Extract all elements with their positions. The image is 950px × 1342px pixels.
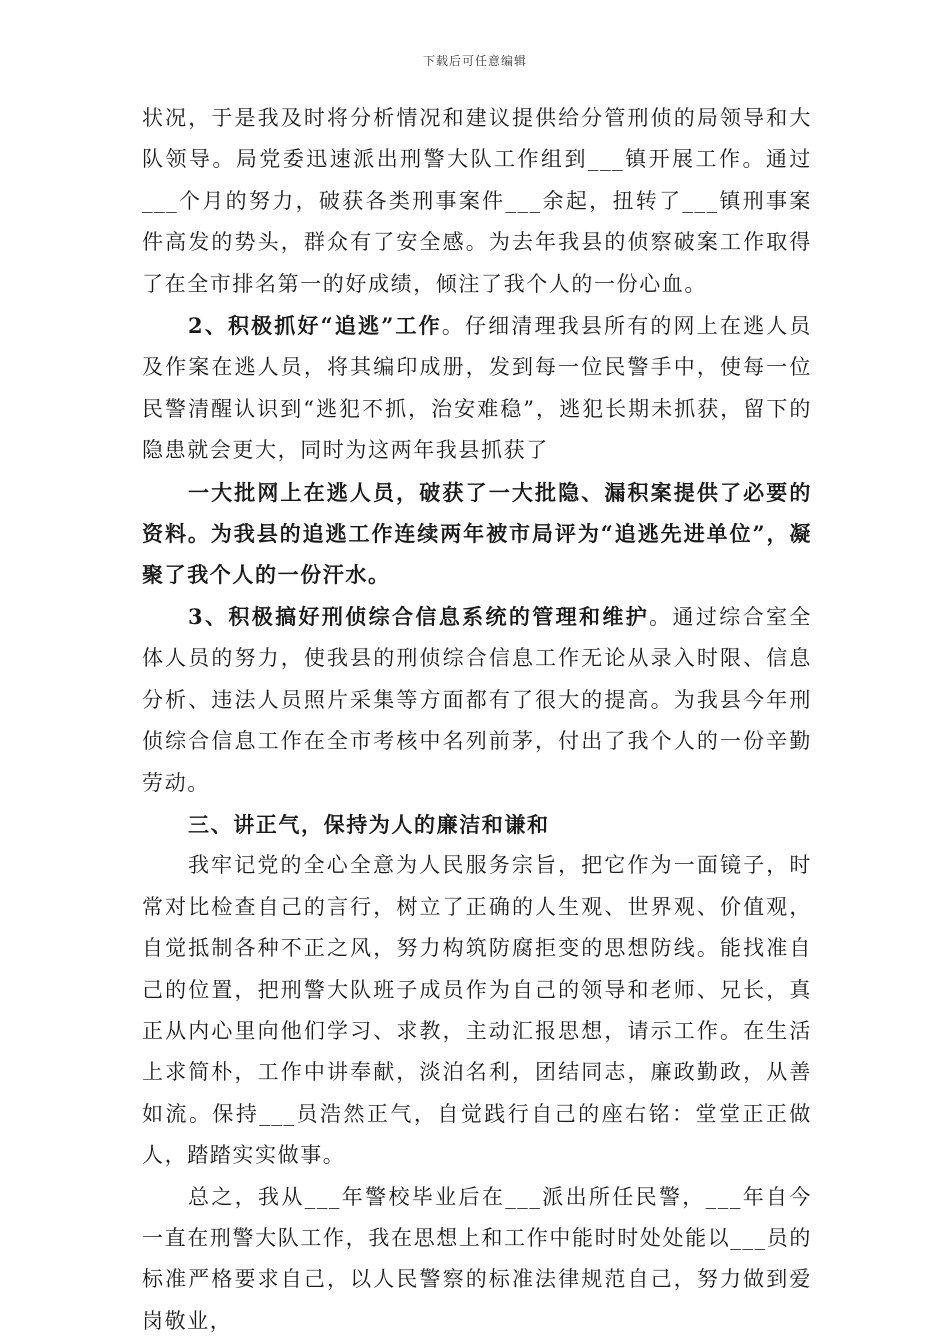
paragraph-info-system-text: 。通过综合室全体人员的努力，使我县的刑侦综合信息工作无论从录入时限、信息分析、违法人员照片采集等方面都有了很大的提高。为我县今年刑侦综合信息工作在全市考核中名列前茅，付出了我个人的一份辛勤劳动。 <box>142 604 812 795</box>
paragraph-fugitive-results: 一大批网上在逃人员，破获了一大批隐、漏积案提供了必要的资料。为我县的追逃工作连续两年被市局评为“追逃先进单位”，凝聚了我个人的一份汗水。 <box>142 479 812 588</box>
paragraph-continuation: 状况，于是我及时将分析情况和建议提供给分管刑侦的局领导和大队领导。局党委迅速派出刑警大队工作组到___镇开展工作。通过___个月的努力，破获各类刑事案件___余起，扭转了___镇刑事案件高发的势头，群众有了安全感。为去年我县的侦察破案工作取得了在全市排名第一的好成绩，倾注了我个人的一份心血。 <box>142 106 812 296</box>
section-lead-fugitive: 2、积极抓好“追逃”工作 <box>188 313 442 339</box>
paragraph-info-system <box>142 596 812 804</box>
paragraph-fugitive-work <box>142 305 812 472</box>
paragraph-integrity: 我牢记党的全心全意为人民服务宗旨，把它作为一面镜子，时常对比检查自己的言行，树立了正确的人生观、世界观、价值观，自觉抵制各种不正之风，努力构筑防腐拒变的思想防线。能找准自己的位置，把刑警大队班子成员作为自己的领导和老师、兄长，真正从内心里向他们学习、求教，主动汇报思想，请示工作。在生活上求简朴，工作中讲奉献，淡泊名利，团结同志，廉政勤政，从善如流。保持___员浩然正气，自觉践行自己的座右铭：堂堂正正做人，踏踏实实做事。 <box>142 853 812 1168</box>
document-body <box>142 98 812 1342</box>
paragraph-fugitive-text: 。仔细清理我县所有的网上在逃人员及作案在逃人员，将其编印成册，发到每一位民警手中，使每一位民警清醒认识到“逃犯不抓，治安难稳”，逃犯长期未抓获，留下的隐患就会更大，同时为这两年我县抓获了 <box>142 314 812 463</box>
section-heading-integrity: 三、讲正气，保持为人的廉洁和谦和 <box>188 811 550 837</box>
section-lead-info-system: 3、积极搞好刑侦综合信息系统的管理和维护 <box>188 603 650 629</box>
page-header: 下载后可任意编辑 <box>422 54 527 68</box>
paragraph-summary: 总之，我从___年警校毕业后在___派出所任民警，___年自今一直在刑警大队工作，我在思想上和工作中能时时处处能以___员的标准严格要求自己，以人民警察的标准法律规范自己，努力做到爱岗敬业， <box>142 1184 812 1333</box>
